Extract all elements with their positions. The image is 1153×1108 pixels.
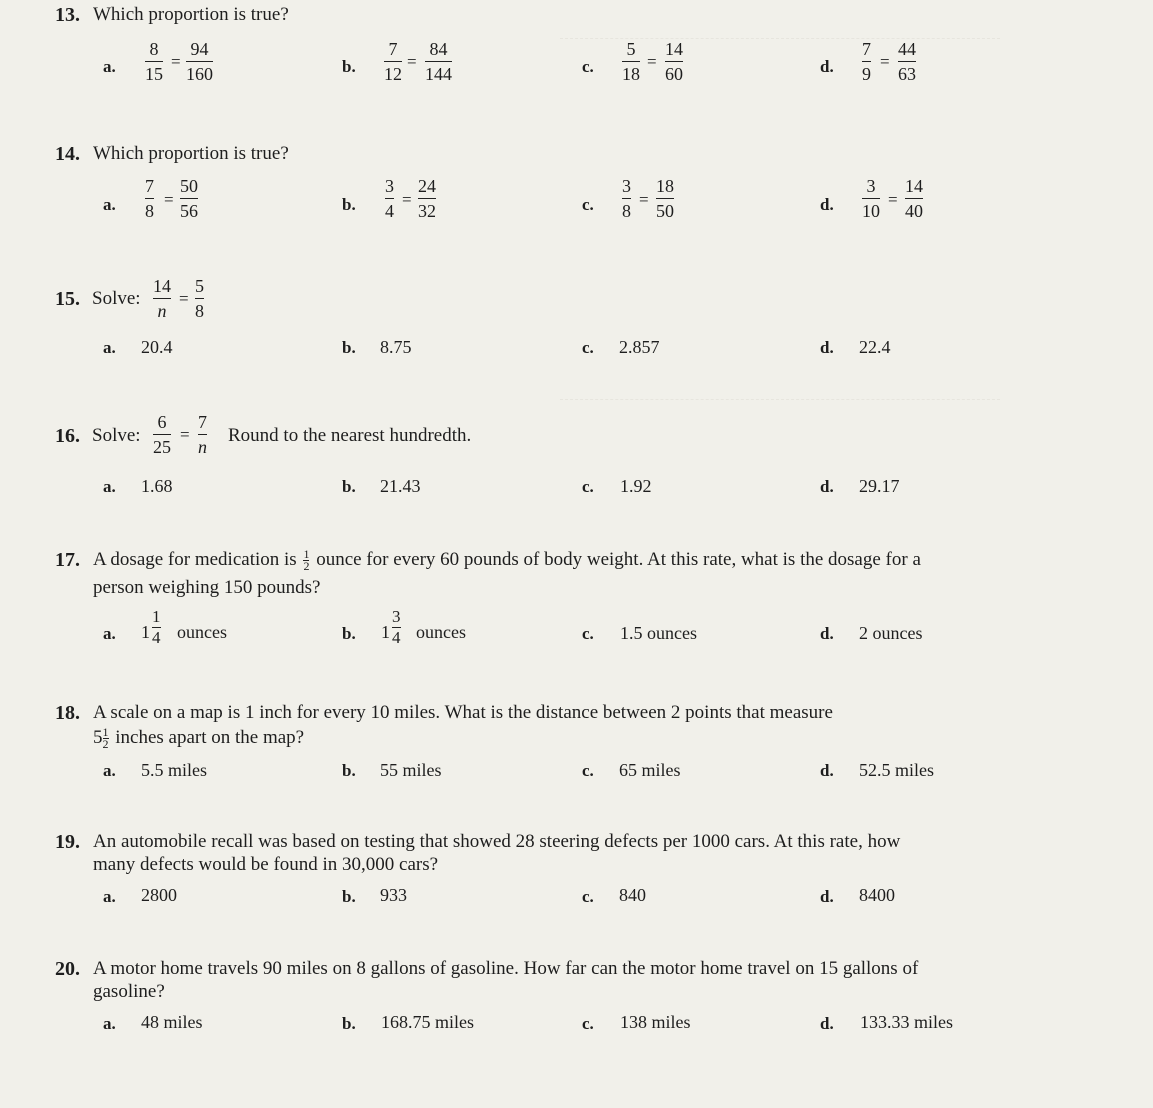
option-value: 840: [619, 885, 646, 905]
fraction: 24 32: [418, 176, 436, 221]
option-letter: c.: [582, 57, 594, 76]
option-value: 20.4: [141, 337, 173, 357]
option-letter: d.: [820, 57, 834, 76]
option-letter: c.: [582, 761, 594, 780]
option-letter: c.: [582, 887, 594, 906]
fraction: 84 144: [425, 39, 452, 84]
option-value: 138 miles: [620, 1012, 691, 1032]
option-value: 8.75: [380, 337, 412, 357]
option-letter: b.: [342, 1014, 356, 1033]
question-instruction: Round to the nearest hundredth.: [228, 425, 472, 446]
option-unit: ounces: [177, 622, 227, 642]
fraction: 14 60: [665, 39, 683, 84]
question-text: A scale on a map is 1 inch for every 10 miles. What is the distance between 2 points that measure: [93, 702, 833, 723]
question-number: 18.: [55, 702, 80, 724]
option-value: 48 miles: [141, 1012, 203, 1032]
option-value: 2 ounces: [859, 623, 923, 643]
option-value: 133.33 miles: [860, 1012, 953, 1032]
option-value: 21.43: [380, 476, 421, 496]
option-value: 22.4: [859, 337, 891, 357]
question-text: Which proportion is true?: [93, 4, 289, 25]
question-text: Solve:: [92, 425, 141, 446]
question-number: 17.: [55, 549, 80, 571]
fraction: 5 18: [622, 39, 640, 84]
mixed-number-whole: 1: [141, 622, 150, 642]
option-letter: a.: [103, 1014, 116, 1033]
fraction: $\frac{1}{2}$: [102, 725, 109, 752]
option-value: 52.5 miles: [859, 760, 934, 780]
option-letter: c.: [582, 338, 594, 357]
option-unit: ounces: [416, 622, 466, 642]
option-letter: b.: [342, 477, 356, 496]
question-text-line2: gasoline?: [93, 981, 165, 1002]
fraction: 50 56: [180, 176, 198, 221]
option-value: 2.857: [619, 337, 660, 357]
option-letter: a.: [103, 887, 116, 906]
option-letter: c.: [582, 1014, 594, 1033]
fraction: 3 10: [862, 176, 880, 221]
option-letter: b.: [342, 761, 356, 780]
option-letter: d.: [820, 477, 834, 496]
option-value: 29.17: [859, 476, 900, 496]
question-text-line2: $5\frac{1}{2}$ inches apart on the map?: [93, 725, 305, 752]
option-value: 55 miles: [380, 760, 442, 780]
option-value: 8400: [859, 885, 895, 905]
option-letter: a.: [103, 195, 116, 214]
option-value: 5.5 miles: [141, 760, 207, 780]
fraction: 7 12: [384, 39, 402, 84]
question-text: A motor home travels 90 miles on 8 gallons of gasoline. How far can the motor home travel on 15 gallons of: [93, 958, 919, 979]
equals-sign: =: [402, 190, 412, 209]
fraction: 18 50: [656, 176, 674, 221]
option-letter: a.: [103, 761, 116, 780]
option-letter: a.: [103, 338, 116, 357]
equals-sign: =: [407, 52, 417, 71]
fraction: 6 25: [153, 412, 171, 457]
question-number: 13.: [55, 4, 80, 26]
question-text: A dosage for medication is $\frac{1}{2}$ ounce for every 60 pounds of body weight. At this rate, what is the dosage for a: [93, 547, 921, 574]
fraction: 7 n: [198, 412, 207, 457]
option-value: 1.92: [620, 476, 652, 496]
question-number: 20.: [55, 958, 80, 980]
fraction: 1 4: [152, 607, 161, 647]
equals-sign: =: [888, 190, 898, 209]
option-value: 168.75 miles: [381, 1012, 474, 1032]
fraction: 3 4: [385, 176, 394, 221]
mixed-number-whole: 1: [381, 622, 390, 642]
option-letter: c.: [582, 624, 594, 643]
option-value: 65 miles: [619, 760, 681, 780]
fraction: 3 8: [622, 176, 631, 221]
option-value: 2800: [141, 885, 177, 905]
equals-sign: =: [647, 52, 657, 71]
option-letter: d.: [820, 624, 834, 643]
fraction: 94 160: [186, 39, 213, 84]
option-letter: d.: [820, 195, 834, 214]
fraction: 7 8: [145, 176, 154, 221]
fraction: $\frac{1}{2}$: [303, 547, 310, 574]
fraction: 14 40: [905, 176, 923, 221]
equals-sign: =: [164, 190, 174, 209]
option-letter: d.: [820, 338, 834, 357]
equals-sign: =: [639, 190, 649, 209]
option-letter: a.: [103, 624, 116, 643]
equals-sign: =: [880, 52, 890, 71]
question-number: 14.: [55, 143, 80, 165]
option-letter: a.: [103, 477, 116, 496]
equals-sign: =: [171, 52, 181, 71]
question-text: Which proportion is true?: [93, 143, 289, 164]
option-letter: b.: [342, 624, 356, 643]
option-value: 1.5 ounces: [620, 623, 697, 643]
question-text: Solve:: [92, 288, 141, 309]
fraction: 7 9: [862, 39, 871, 84]
question-number: 15.: [55, 288, 80, 310]
question-text: An automobile recall was based on testing that showed 28 steering defects per 1000 cars. At this rate, how: [93, 831, 901, 852]
equals-sign: =: [180, 425, 190, 444]
option-letter: d.: [820, 887, 834, 906]
fraction: 14 n: [153, 276, 171, 321]
option-letter: c.: [582, 195, 594, 214]
question-text-line2: person weighing 150 pounds?: [93, 577, 321, 598]
question-number: 16.: [55, 425, 80, 447]
question-number: 19.: [55, 831, 80, 853]
fraction: 5 8: [195, 276, 204, 321]
equals-sign: =: [179, 289, 189, 308]
fraction: 44 63: [898, 39, 916, 84]
option-letter: b.: [342, 338, 356, 357]
option-letter: b.: [342, 887, 356, 906]
option-letter: c.: [582, 477, 594, 496]
fraction: 8 15: [145, 39, 163, 84]
question-text-line2: many defects would be found in 30,000 cars?: [93, 854, 439, 875]
option-letter: d.: [820, 1014, 834, 1033]
option-value: 1.68: [141, 476, 173, 496]
option-letter: d.: [820, 761, 834, 780]
fraction: 3 4: [392, 607, 401, 647]
option-letter: b.: [342, 195, 356, 214]
option-letter: b.: [342, 57, 356, 76]
option-value: 933: [380, 885, 407, 905]
option-letter: a.: [103, 57, 116, 76]
